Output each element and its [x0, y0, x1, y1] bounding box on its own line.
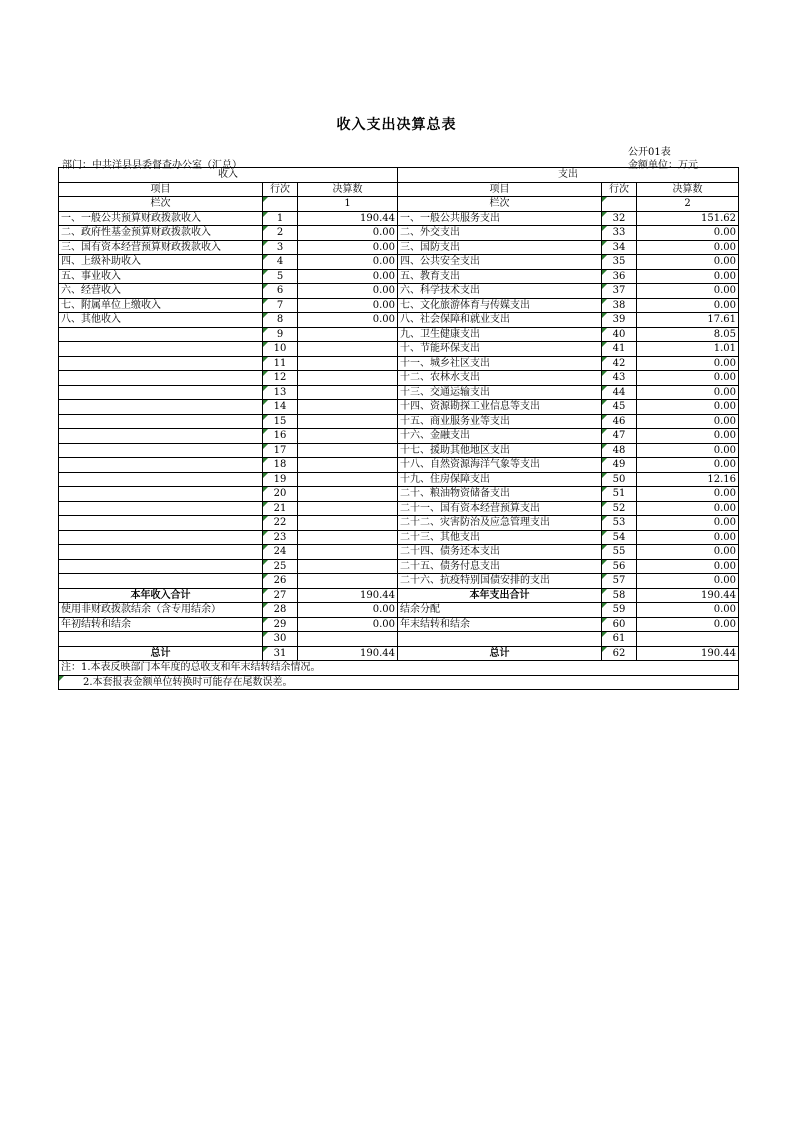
expense-line-no: 37: [602, 284, 637, 299]
income-amount: 0.00: [298, 298, 398, 313]
expense-line-no: 46: [602, 414, 637, 429]
page-title: 收入支出决算总表: [336, 117, 457, 133]
expense-item: 五、教育支出: [398, 269, 602, 284]
expense-line-no: 56: [602, 559, 637, 574]
expense-line-no: 35: [602, 255, 637, 270]
expense-item: 本年支出合计: [398, 588, 602, 603]
income-item: 一、一般公共预算财政拨款收入: [59, 211, 263, 226]
income-line-no: 19: [263, 472, 298, 487]
income-amount: [298, 443, 398, 458]
income-amount: [298, 342, 398, 357]
expense-amount: 0.00: [637, 574, 739, 589]
income-item: [59, 574, 263, 589]
unit-label: 金额单位：万元: [628, 160, 698, 171]
expense-amount: 0.00: [637, 559, 739, 574]
expense-amount: 0.00: [637, 284, 739, 299]
income-item: [59, 458, 263, 473]
table-row: [59, 342, 739, 357]
income-amount: [298, 545, 398, 560]
income-amount: 0.00: [298, 313, 398, 328]
total-row: [59, 646, 739, 661]
income-line-no: 29: [263, 617, 298, 632]
income-amount: 0.00: [298, 255, 398, 270]
expense-amount: 0.00: [637, 443, 739, 458]
expense-item: 四、公共安全支出: [398, 255, 602, 270]
table-row: [59, 530, 739, 545]
expense-item: 六、科学技术支出: [398, 284, 602, 299]
expense-amount: 0.00: [637, 414, 739, 429]
expense-item: 十六、金融支出: [398, 429, 602, 444]
income-item: 八、其他收入: [59, 313, 263, 328]
income-amount: [298, 574, 398, 589]
table-row: [59, 501, 739, 516]
column-header-row: [59, 182, 739, 197]
table-row: [59, 298, 739, 313]
income-item: [59, 559, 263, 574]
income-line-no: 22: [263, 516, 298, 531]
expense-item: 八、社会保障和就业支出: [398, 313, 602, 328]
expense-line-no: 53: [602, 516, 637, 531]
income-amount: 0.00: [298, 603, 398, 618]
income-line-no: 28: [263, 603, 298, 618]
expense-item: 结余分配: [398, 603, 602, 618]
expense-item: 二十三、其他支出: [398, 530, 602, 545]
expense-amount: 0.00: [637, 385, 739, 400]
expense-amount: 0.00: [637, 298, 739, 313]
expense-line-no: 43: [602, 371, 637, 386]
income-amount: [298, 327, 398, 342]
income-line-no: 31: [263, 646, 298, 661]
expense-amount: 12.16: [637, 472, 739, 487]
income-line-no: 30: [263, 632, 298, 647]
income-item: 本年收入合计: [59, 588, 263, 603]
income-line-no: 26: [263, 574, 298, 589]
expense-line-no: 62: [602, 646, 637, 661]
department-label: 部门：中共洋县县委督查办公室（汇总）: [62, 160, 242, 171]
table-row: [59, 516, 739, 531]
column-index-row: [59, 197, 739, 212]
income-amount: 190.44: [298, 211, 398, 226]
income-item: [59, 385, 263, 400]
income-amount: 0.00: [298, 226, 398, 241]
income-item: [59, 371, 263, 386]
table-row: [59, 632, 739, 647]
expense-amount: 0.00: [637, 545, 739, 560]
expense-item: 十九、住房保障支出: [398, 472, 602, 487]
table-row: [59, 429, 739, 444]
expense-item: 二十一、国有资本经营预算支出: [398, 501, 602, 516]
expense-item: 二十四、债务还本支出: [398, 545, 602, 560]
income-item: [59, 414, 263, 429]
expense-item: 一、一般公共服务支出: [398, 211, 602, 226]
expense-line-no: 45: [602, 400, 637, 415]
table-row: [59, 617, 739, 632]
table-row: [59, 574, 739, 589]
expense-item: 十一、城乡社区支出: [398, 356, 602, 371]
expense-item: 二十六、抗疫特别国债安排的支出: [398, 574, 602, 589]
income-item: [59, 400, 263, 415]
income-amount: 190.44: [298, 588, 398, 603]
income-line-no: 25: [263, 559, 298, 574]
income-line-header: 行次: [263, 182, 298, 197]
expense-line-no: 34: [602, 240, 637, 255]
income-item-header: 项目: [59, 182, 263, 197]
expense-section-header: 支出: [398, 168, 739, 183]
income-section-header: 收入: [59, 168, 398, 183]
income-amount: [298, 501, 398, 516]
income-line-no: 23: [263, 530, 298, 545]
table-row: [59, 226, 739, 241]
expense-line-no: 36: [602, 269, 637, 284]
income-amount: [298, 385, 398, 400]
income-item: 七、附属单位上缴收入: [59, 298, 263, 313]
income-item: [59, 472, 263, 487]
income-item: [59, 501, 263, 516]
expense-line-header: 行次: [602, 182, 637, 197]
income-amount: [298, 632, 398, 647]
expense-line-no: 44: [602, 385, 637, 400]
expense-line-no: 52: [602, 501, 637, 516]
expense-amount: 0.00: [637, 356, 739, 371]
expense-item: 总计: [398, 646, 602, 661]
income-line-no: 4: [263, 255, 298, 270]
section-header-row: [59, 168, 739, 183]
expense-amount: 0.00: [637, 501, 739, 516]
expense-line-no: 49: [602, 458, 637, 473]
table-row: [59, 400, 739, 415]
form-code: 公开01表: [628, 147, 671, 158]
table-row: [59, 385, 739, 400]
expense-item: [398, 632, 602, 647]
income-amount: [298, 559, 398, 574]
expense-item: 二、外交支出: [398, 226, 602, 241]
expense-amount: 1.01: [637, 342, 739, 357]
income-line-no: 1: [263, 211, 298, 226]
income-amount: [298, 371, 398, 386]
income-amount: [298, 530, 398, 545]
expense-index-blank: [602, 197, 637, 212]
expense-line-no: 59: [602, 603, 637, 618]
expense-line-no: 60: [602, 617, 637, 632]
income-line-no: 16: [263, 429, 298, 444]
note-row: [59, 661, 739, 676]
table-row: [59, 327, 739, 342]
income-item: [59, 487, 263, 502]
income-line-no: 13: [263, 385, 298, 400]
table-row: [59, 487, 739, 502]
income-line-no: 10: [263, 342, 298, 357]
expense-item: 年末结转和结余: [398, 617, 602, 632]
income-item: [59, 356, 263, 371]
income-line-no: 21: [263, 501, 298, 516]
subtotal-row: [59, 588, 739, 603]
expense-item: 十七、援助其他地区支出: [398, 443, 602, 458]
table-row: [59, 255, 739, 270]
expense-column-label: 栏次: [398, 197, 602, 212]
income-line-no: 17: [263, 443, 298, 458]
expense-amount: 0.00: [637, 255, 739, 270]
expense-line-no: 57: [602, 574, 637, 589]
table-note: 注：1.本表反映部门本年度的总收支和年末结转结余情况。: [59, 661, 739, 676]
budget-table: [58, 167, 739, 690]
income-amount: 0.00: [298, 284, 398, 299]
table-row: [59, 559, 739, 574]
income-item: 五、事业收入: [59, 269, 263, 284]
expense-amount: 0.00: [637, 617, 739, 632]
expense-amount: 0.00: [637, 516, 739, 531]
expense-item: 二十五、债务付息支出: [398, 559, 602, 574]
income-item: [59, 327, 263, 342]
expense-line-no: 50: [602, 472, 637, 487]
expense-line-no: 48: [602, 443, 637, 458]
expense-amount: 0.00: [637, 487, 739, 502]
expense-item: 三、国防支出: [398, 240, 602, 255]
table-row: [59, 545, 739, 560]
expense-item: 十二、农林水支出: [398, 371, 602, 386]
expense-amount: 0.00: [637, 400, 739, 415]
expense-line-no: 54: [602, 530, 637, 545]
expense-line-no: 32: [602, 211, 637, 226]
income-item: 三、国有资本经营预算财政拨款收入: [59, 240, 263, 255]
income-item: 总计: [59, 646, 263, 661]
income-amount: [298, 458, 398, 473]
table-row: [59, 356, 739, 371]
income-amount: [298, 414, 398, 429]
income-item: 年初结转和结余: [59, 617, 263, 632]
expense-item: 十、节能环保支出: [398, 342, 602, 357]
income-item: 使用非财政拨款结余（含专用结余）: [59, 603, 263, 618]
expense-amount: 151.62: [637, 211, 739, 226]
table-row: [59, 371, 739, 386]
expense-line-no: 51: [602, 487, 637, 502]
expense-item: 九、卫生健康支出: [398, 327, 602, 342]
income-amount: [298, 516, 398, 531]
income-amount: [298, 487, 398, 502]
table-row: [59, 284, 739, 299]
income-item: 四、上级补助收入: [59, 255, 263, 270]
expense-line-no: 47: [602, 429, 637, 444]
expense-column-index: 2: [637, 197, 739, 212]
table-row: [59, 269, 739, 284]
income-amount: 0.00: [298, 269, 398, 284]
expense-amount: 17.61: [637, 313, 739, 328]
income-amount: [298, 400, 398, 415]
expense-amount: [637, 632, 739, 647]
income-item: [59, 545, 263, 560]
income-line-no: 27: [263, 588, 298, 603]
income-line-no: 8: [263, 313, 298, 328]
income-item: [59, 429, 263, 444]
table-row: [59, 443, 739, 458]
income-line-no: 6: [263, 284, 298, 299]
expense-amount: 0.00: [637, 458, 739, 473]
income-line-no: 5: [263, 269, 298, 284]
expense-item: 七、文化旅游体育与传媒支出: [398, 298, 602, 313]
income-item: [59, 516, 263, 531]
expense-line-no: 38: [602, 298, 637, 313]
income-item: 六、经营收入: [59, 284, 263, 299]
income-line-no: 3: [263, 240, 298, 255]
income-line-no: 11: [263, 356, 298, 371]
table-row: [59, 472, 739, 487]
income-amount: [298, 356, 398, 371]
expense-amount: 190.44: [637, 646, 739, 661]
expense-amount: 8.05: [637, 327, 739, 342]
expense-line-no: 58: [602, 588, 637, 603]
income-line-no: 9: [263, 327, 298, 342]
expense-item: 二十二、灾害防治及应急管理支出: [398, 516, 602, 531]
note-row: [59, 675, 739, 690]
income-line-no: 14: [263, 400, 298, 415]
income-line-no: 18: [263, 458, 298, 473]
income-line-no: 2: [263, 226, 298, 241]
income-item: [59, 342, 263, 357]
expense-amount: 0.00: [637, 269, 739, 284]
table-row: [59, 313, 739, 328]
table-row: [59, 211, 739, 226]
expense-amount: 0.00: [637, 530, 739, 545]
table-row: [59, 603, 739, 618]
income-item: 二、政府性基金预算财政拨款收入: [59, 226, 263, 241]
expense-amount: 0.00: [637, 603, 739, 618]
income-line-no: 7: [263, 298, 298, 313]
table-row: [59, 414, 739, 429]
income-amount: 0.00: [298, 240, 398, 255]
expense-amount: 0.00: [637, 429, 739, 444]
expense-item: 十三、交通运输支出: [398, 385, 602, 400]
expense-line-no: 41: [602, 342, 637, 357]
table-row: [59, 458, 739, 473]
income-line-no: 15: [263, 414, 298, 429]
expense-item: 十八、自然资源海洋气象等支出: [398, 458, 602, 473]
income-index-blank: [263, 197, 298, 212]
income-amount: 190.44: [298, 646, 398, 661]
income-line-no: 12: [263, 371, 298, 386]
income-line-no: 24: [263, 545, 298, 560]
expense-line-no: 40: [602, 327, 637, 342]
expense-amount: 190.44: [637, 588, 739, 603]
income-item: [59, 530, 263, 545]
expense-amount: 0.00: [637, 226, 739, 241]
expense-item: 十五、商业服务业等支出: [398, 414, 602, 429]
income-amount: [298, 429, 398, 444]
expense-amount: 0.00: [637, 371, 739, 386]
expense-line-no: 42: [602, 356, 637, 371]
income-line-no: 20: [263, 487, 298, 502]
income-amount-header: 决算数: [298, 182, 398, 197]
expense-amount-header: 决算数: [637, 182, 739, 197]
income-column-label: 栏次: [59, 197, 263, 212]
expense-line-no: 61: [602, 632, 637, 647]
income-amount: [298, 472, 398, 487]
expense-line-no: 33: [602, 226, 637, 241]
table-note: 2.本套报表金额单位转换时可能存在尾数误差。: [59, 675, 739, 690]
income-column-index: 1: [298, 197, 398, 212]
expense-amount: 0.00: [637, 240, 739, 255]
expense-item-header: 项目: [398, 182, 602, 197]
income-item: [59, 443, 263, 458]
expense-item: 二十、粮油物资储备支出: [398, 487, 602, 502]
income-amount: 0.00: [298, 617, 398, 632]
income-item: [59, 632, 263, 647]
expense-line-no: 39: [602, 313, 637, 328]
expense-item: 十四、资源勘探工业信息等支出: [398, 400, 602, 415]
table-row: [59, 240, 739, 255]
expense-line-no: 55: [602, 545, 637, 560]
